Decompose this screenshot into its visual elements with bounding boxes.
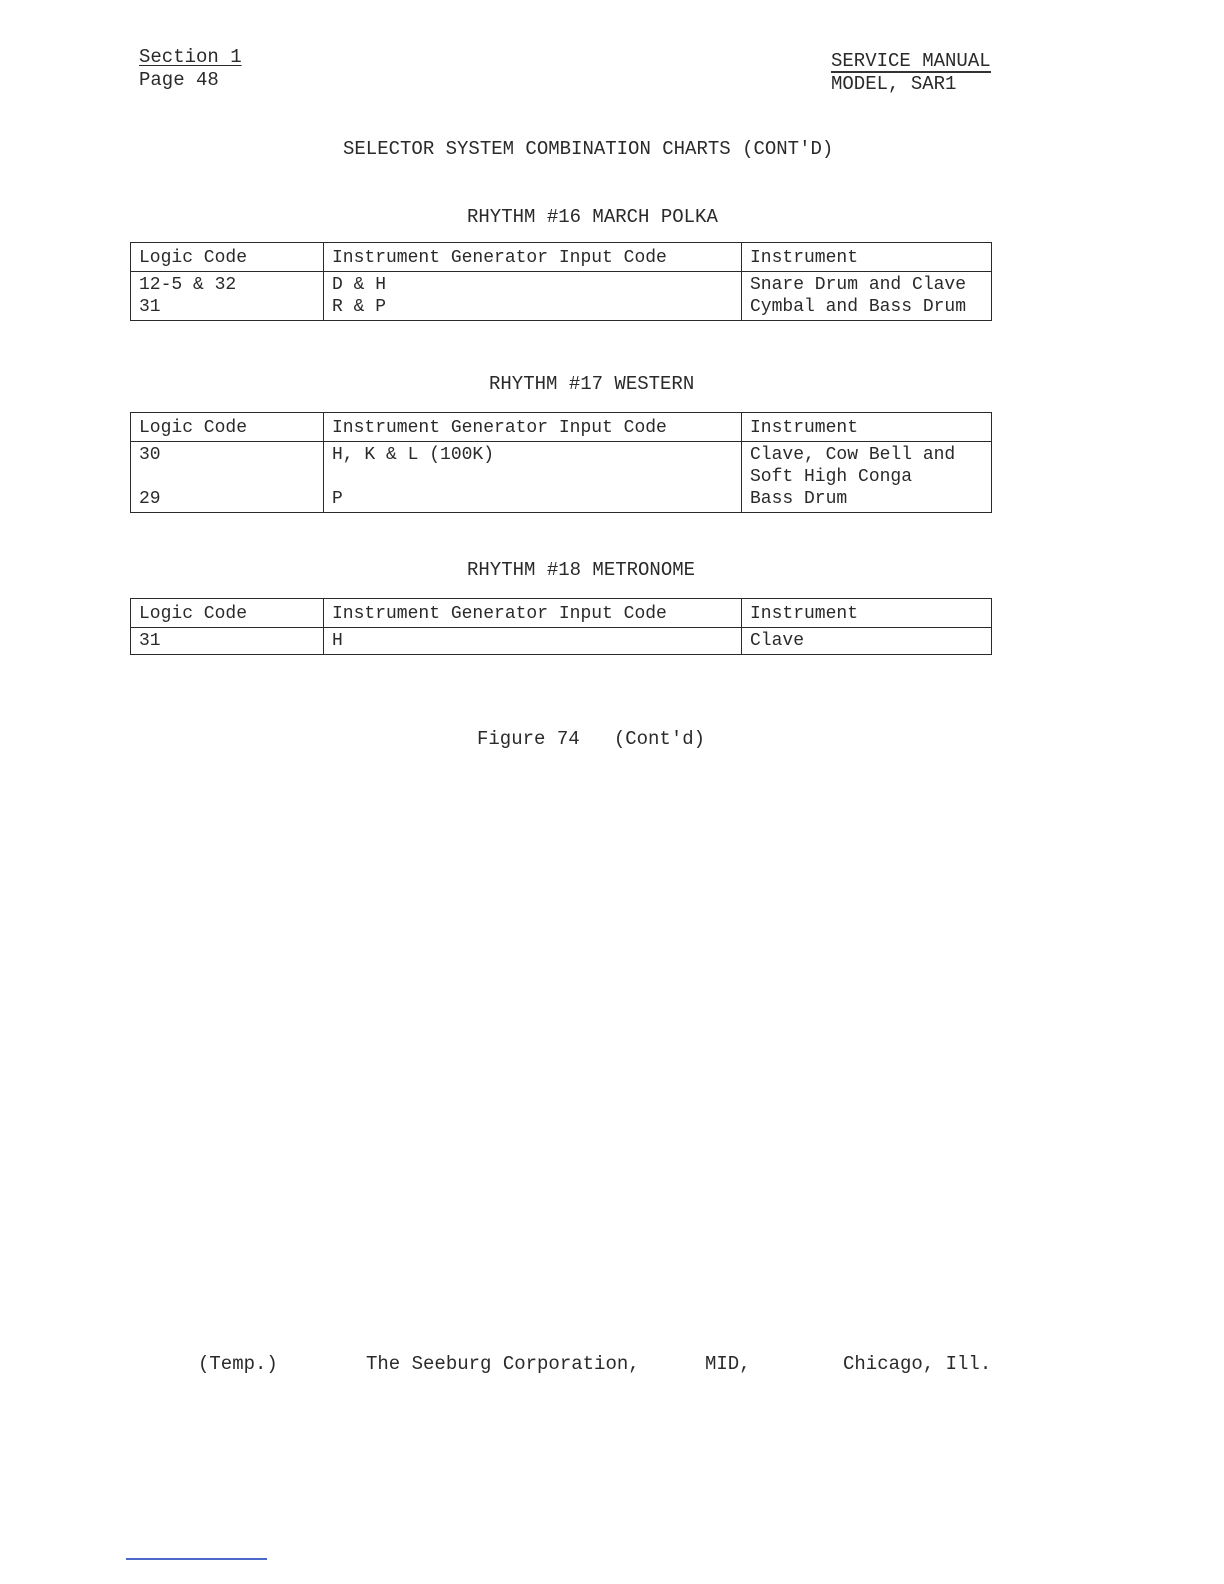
table-header-row [131, 243, 992, 272]
input-code-cell: H [324, 628, 742, 655]
logic-code-cell: 12-5 & 32 31 [131, 272, 324, 321]
logic-code-cell: 31 [131, 628, 324, 655]
section-label: Section 1 [139, 46, 242, 68]
header-right [831, 50, 991, 96]
column-header-input-code: Instrument Generator Input Code [324, 599, 742, 628]
bottom-rule [126, 1558, 267, 1560]
instrument-cell: Clave [742, 628, 992, 655]
rhythm-table [130, 598, 992, 655]
table-header-row [131, 599, 992, 628]
header-left [139, 46, 242, 92]
page-number: Page 48 [139, 69, 219, 91]
column-header-logic-code: Logic Code [131, 599, 324, 628]
figure-caption: Figure 74 (Cont'd) [477, 728, 706, 750]
column-header-logic-code: Logic Code [131, 243, 324, 272]
footer-division: MID, [705, 1353, 751, 1375]
rhythm-title: RHYTHM #17 WESTERN [489, 373, 695, 395]
column-header-instrument: Instrument [742, 243, 992, 272]
column-header-input-code: Instrument Generator Input Code [324, 243, 742, 272]
footer-temp: (Temp.) [198, 1353, 278, 1375]
instrument-cell: Clave, Cow Bell and Soft High Conga Bass Drum [742, 442, 992, 513]
manual-label: SERVICE MANUAL [831, 50, 991, 72]
page-title: SELECTOR SYSTEM COMBINATION CHARTS (CONT'D) [343, 138, 834, 160]
table-row [131, 272, 992, 321]
column-header-input-code: Instrument Generator Input Code [324, 413, 742, 442]
logic-code-cell: 30 29 [131, 442, 324, 513]
rhythm-table [130, 242, 992, 321]
column-header-logic-code: Logic Code [131, 413, 324, 442]
footer-company: The Seeburg Corporation, [366, 1353, 640, 1375]
table-row [131, 442, 992, 513]
model-label: MODEL, SAR1 [831, 73, 957, 95]
input-code-cell: D & H R & P [324, 272, 742, 321]
rhythm-title: RHYTHM #18 METRONOME [467, 559, 696, 581]
table-row [131, 628, 992, 655]
footer-city: Chicago, Ill. [843, 1353, 992, 1375]
rhythm-table [130, 412, 992, 513]
table-header-row [131, 413, 992, 442]
input-code-cell: H, K & L (100K) P [324, 442, 742, 513]
column-header-instrument: Instrument [742, 413, 992, 442]
page-footer [0, 1353, 1224, 1379]
column-header-instrument: Instrument [742, 599, 992, 628]
rhythm-title: RHYTHM #16 MARCH POLKA [467, 206, 718, 228]
instrument-cell: Snare Drum and Clave Cymbal and Bass Drum [742, 272, 992, 321]
